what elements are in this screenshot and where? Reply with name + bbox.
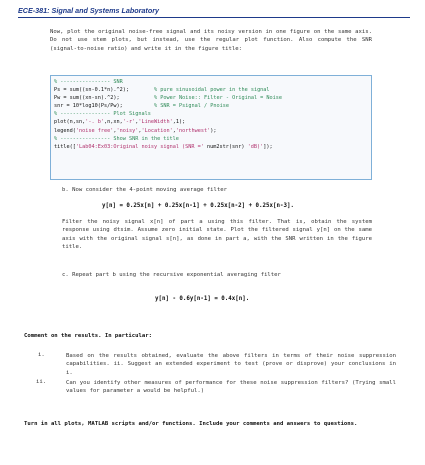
code-string: 'Location' [141, 127, 173, 134]
comment-item-2: Can you identify other measures of performance for these noise suppression filters? (Trying small values for parameter a would be helpful.) [66, 380, 396, 395]
code-string: 'Lab04:Ex03:Original noisy signal (SNR =' [75, 143, 204, 150]
code-text: ,n,xn, [103, 119, 123, 126]
page-header: ECE-381: Signal and Systems Laboratory [18, 6, 410, 18]
code-comment: % SNR = Psignal / Pnoise [154, 103, 229, 110]
code-text: snr = 10*log10(Ps/Pw); [54, 103, 123, 110]
code-comment: % Power Noise:: Filter - Original = Noise [154, 95, 283, 102]
comment-item-1: Based on the results obtained, evaluate the above filters in terms of their noise suppression capabilities. ii. Suggest an extended experiment to test (prove or disprove) your conclusions in i. [66, 353, 396, 376]
code-text: , [113, 127, 117, 134]
code-string: 'dB)' [247, 143, 264, 150]
code-text: , [172, 127, 176, 134]
intro-paragraph: Now, plot the original noise-free signal and its noisy version in one figure on the same axis. Do not use stem plots, but instead, use the regular plot function. Also compute the SNR (signal-to-noise ratio) and write it in the figure title: [50, 29, 372, 52]
list-number: i. [38, 352, 45, 358]
part-b-intro: b. Now consider the 4-point moving average filter [62, 187, 228, 193]
code-comment: % ---------------- SNR [54, 79, 123, 85]
code-string: 'northwest' [175, 127, 211, 134]
code-text: ); [210, 127, 217, 134]
code-text: ,1); [172, 119, 186, 126]
code-string: '-. b' [85, 119, 104, 126]
code-comment: % ---------------- Plot Signals [54, 111, 151, 118]
code-comment: % pure sinusoidal power in the signal [154, 87, 270, 94]
code-listing [50, 75, 372, 180]
code-text: plot(n,sn, [54, 119, 86, 126]
part-c-intro: c. Repeat part b using the recursive exponential averaging filter [62, 272, 281, 278]
code-text: Ps = sum((sn-0.1*n).^2); [54, 87, 129, 94]
code-text: Pw = sum((xn-sn).^2); [54, 95, 120, 102]
code-string: 'LineWidth' [138, 119, 173, 126]
code-text: , [138, 127, 142, 134]
code-comment: % ---------------- Show SNR in the title [54, 135, 179, 142]
code-string: '-r' [122, 119, 136, 126]
code-text: legend( [54, 127, 76, 134]
part-c-equation: y[n] - 0.6y[n-1] = 0.4x[n]. [155, 296, 250, 302]
code-text: , [135, 119, 139, 126]
footer-instructions: Turn in all plots, MATLAB scripts and/or functions. Include your comments and answers to questions. [24, 421, 358, 427]
code-text: num2str(snr) [203, 143, 248, 150]
code-text: title([ [54, 143, 76, 150]
code-string: 'noise free' [75, 127, 114, 134]
list-number: ii. [36, 379, 47, 385]
comment-heading: Comment on the results. In particular: [24, 333, 152, 339]
part-b-equation: y[n] = 0.25x[n] + 0.25x[n-1] + 0.25x[n-2] + 0.25x[n-3]. [102, 203, 294, 209]
code-string: 'noisy' [116, 127, 139, 134]
code-text: ]); [263, 143, 273, 150]
part-b-paragraph: Filter the noisy signal x[n] of part a using this filter. That is, obtain the system response using dtsim. Assume zero initial state. Plot the filtered signal y[n] on the same axis with the original signal s[n], as done in part a, with the SNR written in the figure title. [62, 219, 372, 251]
